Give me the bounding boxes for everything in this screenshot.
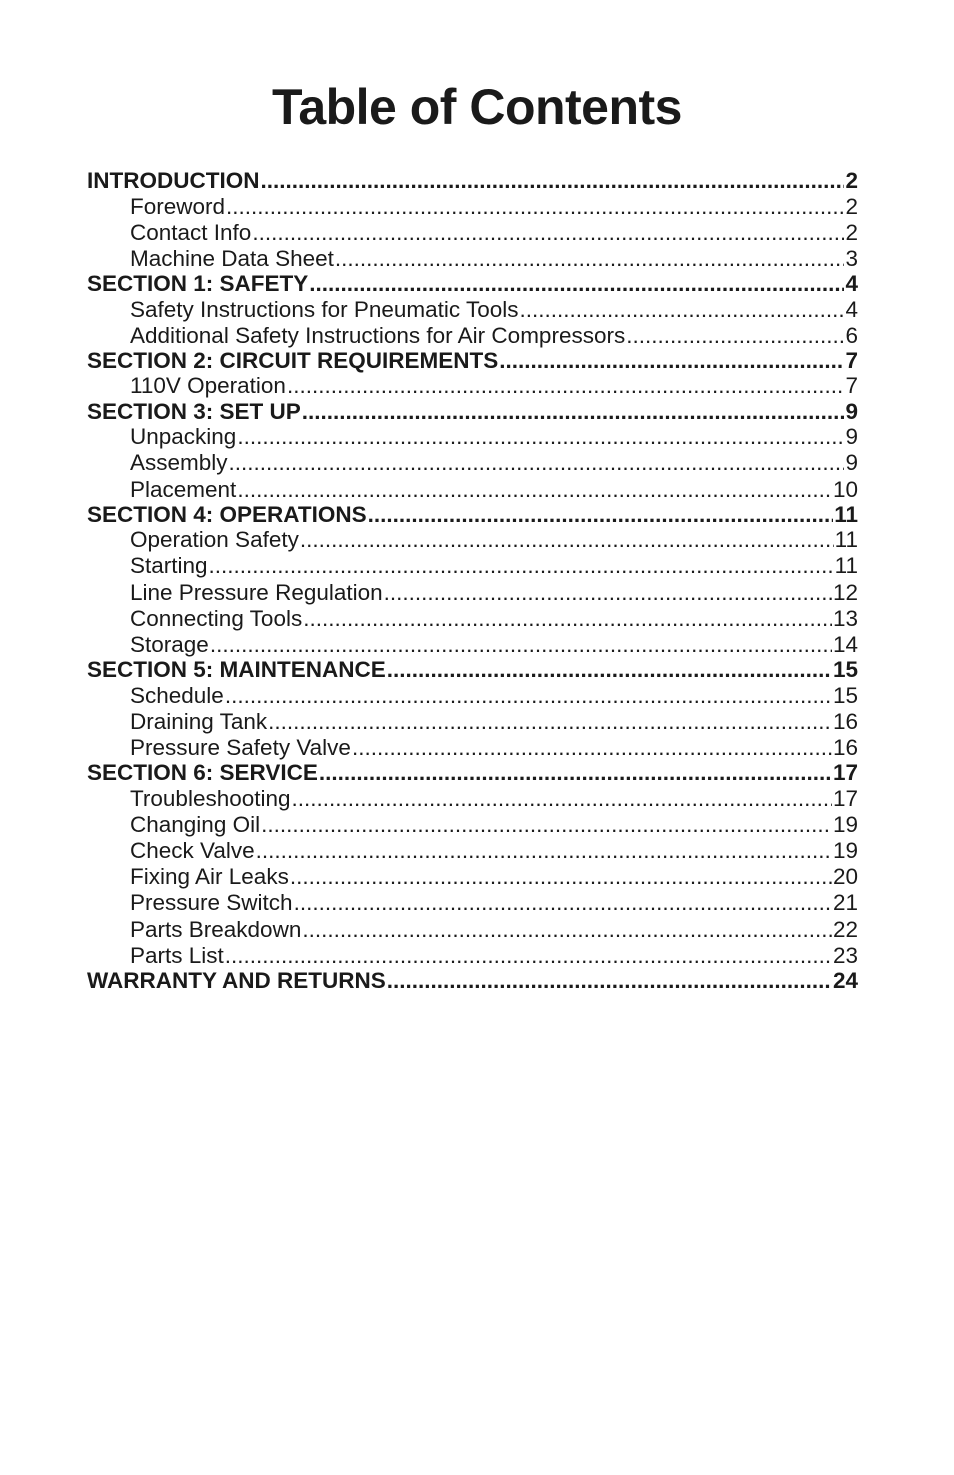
dot-leader — [300, 527, 834, 553]
dot-leader — [261, 169, 845, 194]
toc-page-number: 9 — [845, 450, 858, 476]
dot-leader — [319, 761, 832, 786]
toc-subsection-entry[interactable] — [87, 864, 858, 890]
toc-page-number: 7 — [845, 348, 858, 373]
toc-entry-label: Schedule — [130, 682, 224, 708]
toc-entry-label: Troubleshooting — [130, 785, 291, 811]
toc-section-entry[interactable] — [87, 169, 858, 194]
toc-entry-label: WARRANTY AND RETURNS — [87, 969, 386, 993]
dot-leader — [368, 503, 834, 528]
toc-page-number: 14 — [832, 631, 858, 657]
dot-leader — [210, 632, 832, 658]
toc-page-number: 10 — [832, 476, 858, 502]
toc-subsection-entry[interactable] — [87, 786, 858, 812]
toc-subsection-entry[interactable] — [87, 683, 858, 709]
toc-page-number: 17 — [832, 761, 858, 786]
toc-page-number: 7 — [845, 373, 858, 399]
dot-leader — [225, 683, 832, 709]
toc-entry-label: INTRODUCTION — [87, 169, 260, 193]
table-of-contents — [87, 169, 858, 994]
toc-page-number: 19 — [832, 838, 858, 864]
toc-entry-label: Parts Breakdown — [130, 916, 302, 942]
toc-page-number: 4 — [845, 272, 858, 297]
toc-section-entry[interactable] — [87, 400, 858, 425]
toc-section-entry[interactable] — [87, 272, 858, 297]
toc-entry-label: 110V Operation — [130, 373, 286, 399]
toc-entry-label: Operation Safety — [130, 527, 299, 553]
toc-entry-label: SECTION 3: SET UP — [87, 399, 301, 424]
toc-page-number: 3 — [845, 245, 858, 271]
toc-page-number: 15 — [832, 658, 858, 683]
toc-page-number: 9 — [845, 424, 858, 450]
toc-section-entry[interactable] — [87, 658, 858, 683]
toc-subsection-entry[interactable] — [87, 890, 858, 916]
toc-page-number: 9 — [845, 399, 858, 424]
toc-entry-label: Fixing Air Leaks — [130, 864, 289, 890]
toc-subsection-entry[interactable] — [87, 943, 858, 969]
toc-section-entry[interactable] — [87, 503, 858, 528]
toc-page-number: 2 — [845, 219, 858, 245]
toc-page-number: 16 — [832, 708, 858, 734]
toc-entry-label: SECTION 4: OPERATIONS — [87, 502, 367, 527]
dot-leader — [226, 194, 844, 220]
toc-page-number: 4 — [845, 296, 858, 322]
dot-leader — [261, 812, 832, 838]
dot-leader — [287, 373, 845, 399]
toc-entry-label: Draining Tank — [130, 708, 268, 734]
toc-section-entry[interactable] — [87, 761, 858, 786]
toc-entry-label: SECTION 2: CIRCUIT REQUIREMENTS — [87, 348, 499, 373]
dot-leader — [303, 606, 832, 632]
toc-entry-label: SECTION 5: MAINTENANCE — [87, 658, 386, 683]
toc-entry-label: Parts List — [130, 942, 224, 968]
toc-entry-label: Changing Oil — [130, 811, 261, 837]
dot-leader — [626, 323, 844, 349]
dot-leader — [499, 349, 844, 374]
toc-page-number: 11 — [834, 553, 858, 579]
toc-entry-label: Pressure Safety Valve — [130, 735, 351, 760]
toc-page-number: 2 — [845, 193, 858, 219]
toc-subsection-entry[interactable] — [87, 527, 858, 553]
dot-leader — [335, 246, 845, 272]
toc-entry-label: Storage — [130, 631, 209, 657]
toc-subsection-entry[interactable] — [87, 194, 858, 220]
toc-entry-label: SECTION 6: SERVICE — [87, 761, 318, 786]
dot-leader — [237, 477, 832, 503]
toc-subsection-entry[interactable] — [87, 373, 858, 399]
toc-subsection-entry[interactable] — [87, 632, 858, 658]
dot-leader — [352, 735, 832, 761]
toc-entry-label: Unpacking — [130, 424, 237, 450]
toc-entry-label: Line Pressure Regulation — [130, 579, 383, 605]
toc-subsection-entry[interactable] — [87, 553, 858, 579]
toc-page-number: 17 — [832, 785, 858, 811]
toc-page-number: 24 — [832, 969, 858, 993]
dot-leader — [384, 580, 832, 606]
toc-subsection-entry[interactable] — [87, 917, 858, 943]
dot-leader — [290, 864, 832, 890]
toc-subsection-entry[interactable] — [87, 812, 858, 838]
toc-subsection-entry[interactable] — [87, 580, 858, 606]
dot-leader — [520, 297, 845, 323]
toc-entry-label: Connecting Tools — [130, 605, 303, 631]
toc-subsection-entry[interactable] — [87, 450, 858, 476]
toc-entry-label: Check Valve — [130, 838, 255, 864]
page-title: Table of Contents — [271, 79, 682, 135]
toc-page-number: 23 — [832, 942, 858, 968]
toc-page-number: 13 — [832, 605, 858, 631]
dot-leader — [302, 400, 845, 425]
toc-section-entry[interactable] — [87, 349, 858, 374]
toc-page-number: 21 — [832, 890, 858, 916]
toc-entry-label: Assembly — [130, 450, 228, 476]
dot-leader — [209, 553, 834, 579]
toc-page-number: 16 — [832, 735, 858, 760]
toc-subsection-entry[interactable] — [87, 246, 858, 272]
toc-page-number: 6 — [845, 322, 858, 348]
dot-leader — [302, 917, 832, 943]
dot-leader — [237, 424, 844, 450]
toc-page-number: 19 — [832, 811, 858, 837]
dot-leader — [387, 658, 832, 683]
toc-page-number: 22 — [832, 916, 858, 942]
toc-subsection-entry[interactable] — [87, 709, 858, 735]
toc-subsection-entry[interactable] — [87, 606, 858, 632]
toc-page-number: 20 — [832, 864, 858, 890]
toc-entry-label: Contact Info — [130, 219, 252, 245]
toc-section-entry[interactable] — [87, 969, 858, 994]
toc-subsection-entry[interactable] — [87, 735, 858, 761]
toc-page-number: 12 — [832, 579, 858, 605]
toc-subsection-entry[interactable] — [87, 424, 858, 450]
dot-leader — [256, 838, 832, 864]
dot-leader — [294, 890, 832, 916]
toc-subsection-entry[interactable] — [87, 477, 858, 503]
toc-subsection-entry[interactable] — [87, 297, 858, 323]
toc-page-number: 15 — [832, 682, 858, 708]
toc-entry-label: Safety Instructions for Pneumatic Tools — [130, 296, 519, 322]
dot-leader — [292, 786, 832, 812]
toc-page-number: 2 — [845, 169, 858, 193]
dot-leader — [229, 450, 845, 476]
toc-entry-label: Placement — [130, 476, 237, 502]
toc-subsection-entry[interactable] — [87, 838, 858, 864]
toc-page-number: 11 — [834, 502, 858, 527]
dot-leader — [309, 272, 844, 297]
dot-leader — [225, 943, 832, 969]
toc-entry-label: Foreword — [130, 193, 226, 219]
toc-subsection-entry[interactable] — [87, 323, 858, 349]
dot-leader — [252, 220, 844, 246]
toc-entry-label: Additional Safety Instructions for Air Compressors — [130, 322, 626, 348]
toc-subsection-entry[interactable] — [87, 220, 858, 246]
toc-page-number: 11 — [834, 527, 858, 553]
toc-entry-label: SECTION 1: SAFETY — [87, 272, 309, 297]
toc-entry-label: Starting — [130, 553, 208, 579]
dot-leader — [268, 709, 832, 735]
dot-leader — [387, 969, 832, 994]
toc-entry-label: Machine Data Sheet — [130, 245, 334, 271]
toc-entry-label: Pressure Switch — [130, 890, 293, 916]
